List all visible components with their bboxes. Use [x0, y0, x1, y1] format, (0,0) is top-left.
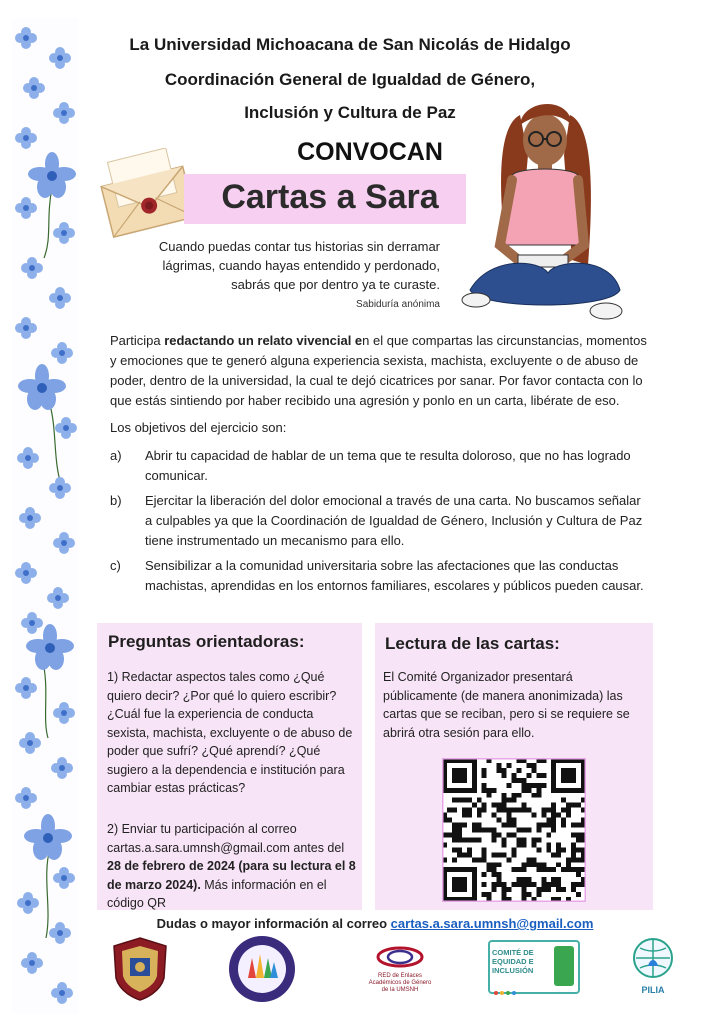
header-inclusion: Inclusión y Cultura de Paz: [244, 103, 456, 122]
qr-code[interactable]: [442, 758, 586, 902]
lectura-text: El Comité Organizador presentará públicamente (de manera anonimizada) las cartas que se reciban, pero si se requiere se abrirá otra sesión para ello.: [383, 670, 630, 740]
intro-text-rest: n el que compartas las circunstancias, momentos y emociones que te generó alguna experiencia sexista, machista, excluyente o de abuso de poder, dentro de la universidad, la cual te dejó cicatrices por sanar. Por favor contacta con lo que estás sintiendo por haber recibido una agresión y ponlo en un carta, libérate de eso.: [110, 333, 647, 408]
pilia-logo: [628, 936, 678, 1000]
comite-line-1: COMITÉ DE: [492, 948, 534, 957]
quote-text: Cuando puedas contar tus historias sin derramar lágrimas, cuando hayas entendido y perdonado, sabrás que por dentro ya te curaste.: [158, 239, 440, 292]
intro-paragraph: [110, 331, 650, 411]
red-line-1: RED de Enlaces: [377, 973, 423, 979]
red-line-3: de la UMSNH: [381, 987, 419, 993]
comite-line-3: INCLUSIÓN: [492, 966, 534, 975]
objective-letter: c): [110, 558, 121, 573]
pregunta-1: 1) Redactar aspectos tales como ¿Qué quiero decir? ¿Por qué lo quiero escribir? ¿Cuál fue la experiencia de conducta sexista, machista, excluyente o de abuso de poder que sufrí? ¿Qué aprendí? ¿Qué sugiero a la dependencia e institución para cambiar estas prácticas?: [107, 670, 353, 795]
intro-text-start: Participa: [110, 333, 165, 348]
footer-prefix: Dudas o mayor información al correo: [156, 916, 391, 931]
objective-letter: b): [110, 493, 122, 508]
convocan-heading: CONVOCAN: [297, 138, 443, 166]
envelope-icon: [96, 148, 196, 238]
umsnh-seal-logo: [110, 936, 170, 1002]
pregunta-2-text: 2) Enviar tu participación al correo cartas.a.sara.umnsh@gmail.com antes del: [107, 822, 345, 855]
header-coordination: Coordinación General de Igualdad de Género,: [164, 70, 536, 89]
pregunta-2-deadline: 28 de febrero de 2024 (para su lectura el 8 de marzo 2024).: [107, 859, 356, 892]
pregunta-2-more: Más información en el código QR: [107, 877, 327, 910]
page-title: Cartas a Sara: [221, 178, 439, 216]
coordinacion-circle-logo: [226, 934, 298, 1004]
footer-email-link[interactable]: cartas.a.sara.umnsh@gmail.com: [390, 916, 594, 931]
header-university: La Universidad Michoacana de San Nicolás de Hidalgo: [129, 35, 571, 54]
lectura-title: Lectura de las cartas:: [385, 634, 560, 653]
preguntas-title: Preguntas orientadoras:: [108, 632, 305, 651]
objective-text: Sensibilizar a la comunidad universitaria sobre las afectaciones que las conductas machistas, aprendidas en los entornos familiares, escolares y públicos pueden causar.: [145, 558, 644, 593]
objective-text: Ejercitar la liberación del dolor emocional a través de una carta. No buscamos señalar a culpables ya que la Coordinación de Igualdad de Género, Inclusión y Cultura de Paz tiene instrumentado un mecanismo para ello.: [145, 493, 643, 548]
comite-equidad-logo: [488, 940, 580, 994]
girl-writing-illustration: [460, 95, 630, 330]
objective-text: Abrir tu capacidad de hablar de un tema que te resulta doloroso, que no has logrado comunicar.: [145, 448, 631, 483]
quote-source: Sabiduría anónima: [356, 299, 440, 310]
pilia-label: PILIA: [641, 985, 665, 995]
red-line-2: Académicos de Género: [368, 980, 432, 986]
pregunta-2: [107, 820, 357, 913]
footer-contact: [110, 916, 640, 931]
objectives-title: Los objetivos del ejercicio son:: [110, 420, 287, 435]
red-enlaces-logo: [360, 946, 440, 996]
comite-line-2: EQUIDAD E: [492, 957, 534, 966]
intro-text-bold: redactando un relato vivencial e: [164, 333, 363, 348]
objective-letter: a): [110, 448, 122, 463]
floral-border-decoration: [12, 18, 78, 1014]
